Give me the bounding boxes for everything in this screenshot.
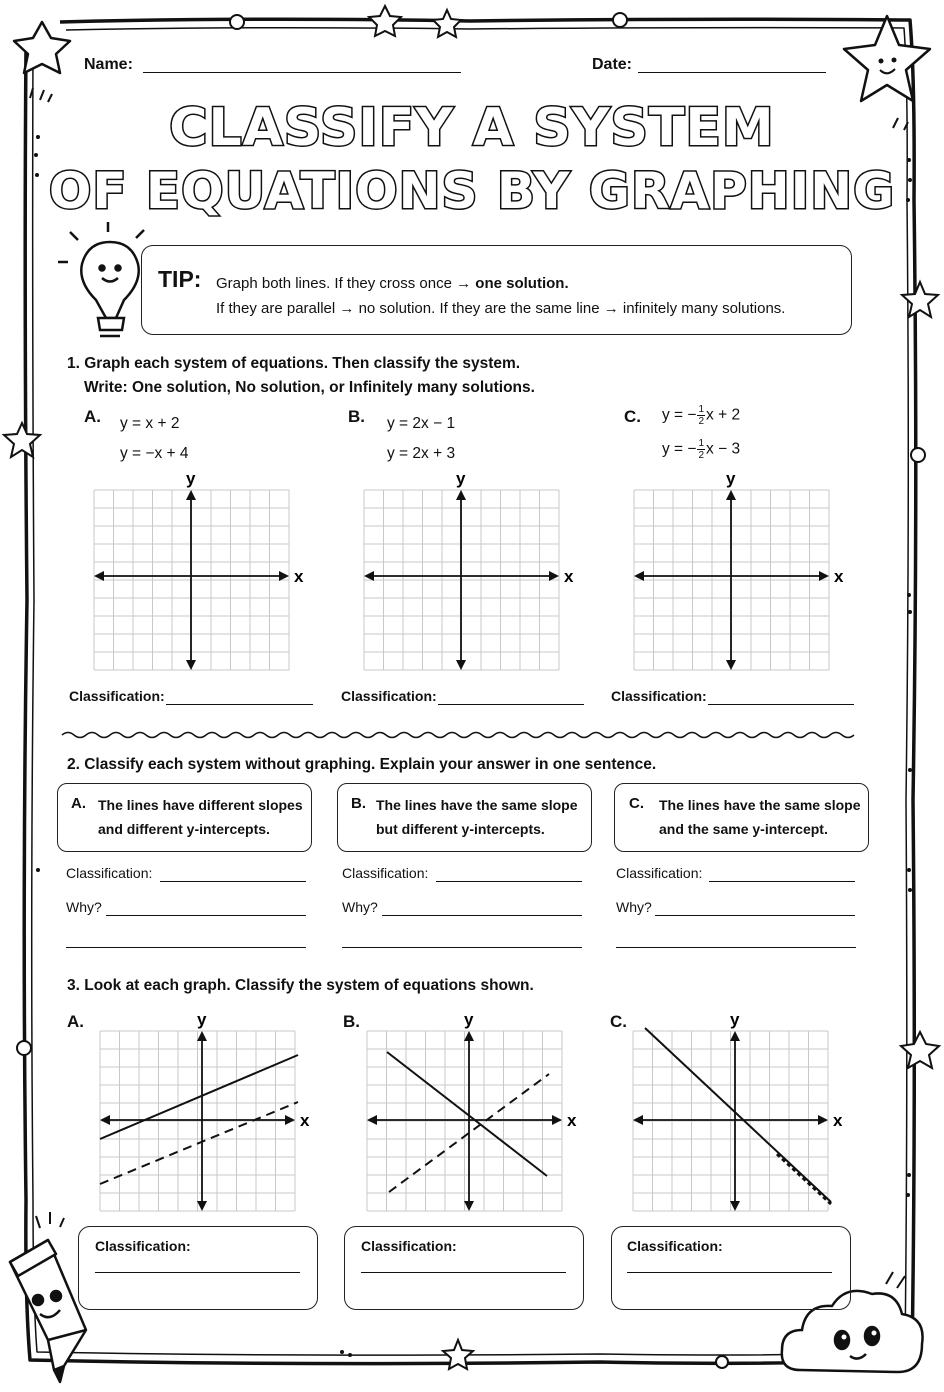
q2c-classification-field[interactable] bbox=[709, 881, 855, 882]
q1a-classification-label: Classification: bbox=[69, 688, 165, 704]
q2c-box bbox=[614, 783, 869, 852]
solid-line bbox=[645, 1028, 831, 1202]
q1a-eq2: y = −x + 4 bbox=[120, 445, 189, 462]
q2c-why-field-2[interactable] bbox=[616, 947, 856, 948]
star-icon bbox=[4, 423, 40, 457]
circle-dot-icon bbox=[230, 15, 244, 29]
q2a-letter: A. bbox=[71, 795, 86, 812]
q3c-classification-label: Classification: bbox=[627, 1238, 723, 1254]
star-icon bbox=[14, 22, 70, 73]
x-axis-label: x bbox=[833, 1111, 843, 1130]
y-axis-label: y bbox=[186, 469, 196, 488]
q1-letter-a: A. bbox=[84, 407, 101, 426]
q3a-classification-field[interactable] bbox=[95, 1272, 300, 1273]
y-axis-label: y bbox=[726, 469, 736, 488]
circle-dot-icon bbox=[17, 1041, 31, 1055]
q2c-letter: C. bbox=[629, 795, 644, 812]
q2a-line1: The lines have different slopes bbox=[98, 797, 303, 813]
q2b-why-field[interactable] bbox=[382, 915, 582, 916]
dashed-line bbox=[100, 1102, 298, 1184]
q2c-why-field[interactable] bbox=[655, 915, 855, 916]
q1-letter-b: B. bbox=[348, 407, 365, 426]
y-axis-label: y bbox=[456, 469, 466, 488]
q1c-eq1: y = − $\frac{1}{2}$ x + 2 bbox=[662, 404, 741, 427]
q3-letter-a: A. bbox=[67, 1012, 84, 1031]
coordinate-grid-q1a[interactable] bbox=[88, 464, 313, 674]
x-axis-label: x bbox=[294, 567, 304, 586]
graph-q3b bbox=[361, 1004, 586, 1216]
smiley-star-icon bbox=[844, 16, 930, 101]
q3b-classification-label: Classification: bbox=[361, 1238, 457, 1254]
q1-subtitle: Write: One solution, No solution, or Infinitely many solutions. bbox=[84, 379, 535, 396]
x-axis-label: x bbox=[564, 567, 574, 586]
q2a-box bbox=[57, 783, 312, 852]
x-axis-label: x bbox=[567, 1111, 577, 1130]
q2b-classification-label: Classification: bbox=[342, 865, 429, 881]
name-field[interactable] bbox=[143, 72, 461, 73]
x-axis-label: x bbox=[300, 1111, 310, 1130]
q1a-classification-field[interactable] bbox=[166, 704, 313, 705]
q2b-classification-field[interactable] bbox=[436, 881, 582, 882]
q2b-line2: but different y-intercepts. bbox=[376, 821, 545, 837]
coordinate-grid-q1b[interactable] bbox=[358, 464, 583, 674]
tip-line2: If they are parallel → no solution. If they are the same line → infinitely many solutions. bbox=[216, 300, 786, 317]
tip-label: TIP: bbox=[158, 266, 202, 292]
y-axis-label: y bbox=[197, 1010, 207, 1029]
star-icon bbox=[369, 6, 401, 36]
page-title-line1: CLASSIFY A SYSTEM bbox=[169, 98, 775, 158]
y-axis-label: y bbox=[730, 1010, 740, 1029]
graph-q3a bbox=[94, 1004, 319, 1216]
q3c-classification-field[interactable] bbox=[627, 1272, 832, 1273]
q1a-eq1: y = x + 2 bbox=[120, 415, 180, 432]
lightbulb-icon bbox=[58, 222, 144, 336]
grid-lines bbox=[633, 1031, 828, 1211]
q2b-box bbox=[337, 783, 592, 852]
q2b-letter: B. bbox=[351, 795, 366, 812]
q1c-eq2: y = − $\frac{1}{2}$ x − 3 bbox=[662, 438, 741, 461]
date-label: Date: bbox=[592, 56, 633, 73]
q2c-classification-label: Classification: bbox=[616, 865, 703, 881]
dashed-line bbox=[777, 1154, 831, 1204]
q1b-classification-field[interactable] bbox=[438, 704, 584, 705]
solid-line bbox=[100, 1055, 298, 1139]
q1c-classification-field[interactable] bbox=[708, 704, 854, 705]
q1-title: 1. Graph each system of equations. Then classify the system. bbox=[67, 355, 521, 372]
coordinate-grid-q1c[interactable] bbox=[628, 464, 853, 674]
star-icon bbox=[433, 10, 461, 37]
circle-dot-icon bbox=[613, 13, 627, 27]
date-field[interactable] bbox=[638, 72, 826, 73]
page-title-line2: OF EQUATIONS BY GRAPHING bbox=[48, 162, 896, 220]
q1b-classification-label: Classification: bbox=[341, 688, 437, 704]
wavy-divider bbox=[62, 733, 854, 738]
y-axis-label: y bbox=[464, 1010, 474, 1029]
q2a-line2: and different y-intercepts. bbox=[98, 821, 270, 837]
x-axis-label: x bbox=[834, 567, 844, 586]
grid-lines bbox=[100, 1031, 295, 1211]
q1b-eq1: y = 2x − 1 bbox=[387, 415, 456, 432]
q2a-classification-label: Classification: bbox=[66, 865, 153, 881]
q2a-why-label: Why? bbox=[66, 899, 102, 915]
q3-letter-c: C. bbox=[610, 1012, 627, 1031]
q2c-line2: and the same y-intercept. bbox=[659, 821, 828, 837]
q2c-why-label: Why? bbox=[616, 899, 652, 915]
q2b-why-label: Why? bbox=[342, 899, 378, 915]
q2a-why-field-2[interactable] bbox=[66, 947, 306, 948]
q2b-line1: The lines have the same slope bbox=[376, 797, 578, 813]
q2a-why-field[interactable] bbox=[106, 915, 306, 916]
q1-letter-c: C. bbox=[624, 407, 641, 426]
q1c-classification-label: Classification: bbox=[611, 688, 707, 704]
circle-dot-icon bbox=[716, 1356, 728, 1368]
q3-title: 3. Look at each graph. Classify the system of equations shown. bbox=[67, 977, 534, 994]
name-label: Name: bbox=[84, 56, 133, 73]
q2-title: 2. Classify each system without graphing. Explain your answer in one sentence. bbox=[67, 756, 657, 773]
graph-q3c bbox=[627, 1004, 852, 1216]
q1b-eq2: y = 2x + 3 bbox=[387, 445, 456, 462]
circle-dot-icon bbox=[911, 448, 925, 462]
q2b-why-field-2[interactable] bbox=[342, 947, 582, 948]
q2a-classification-field[interactable] bbox=[160, 881, 306, 882]
q3a-classification-label: Classification: bbox=[95, 1238, 191, 1254]
q3b-classification-field[interactable] bbox=[361, 1272, 566, 1273]
q3-letter-b: B. bbox=[343, 1012, 360, 1031]
q2c-line1: The lines have the same slope bbox=[659, 797, 861, 813]
tip-line1: Graph both lines. If they cross once → one solution. bbox=[216, 275, 569, 292]
